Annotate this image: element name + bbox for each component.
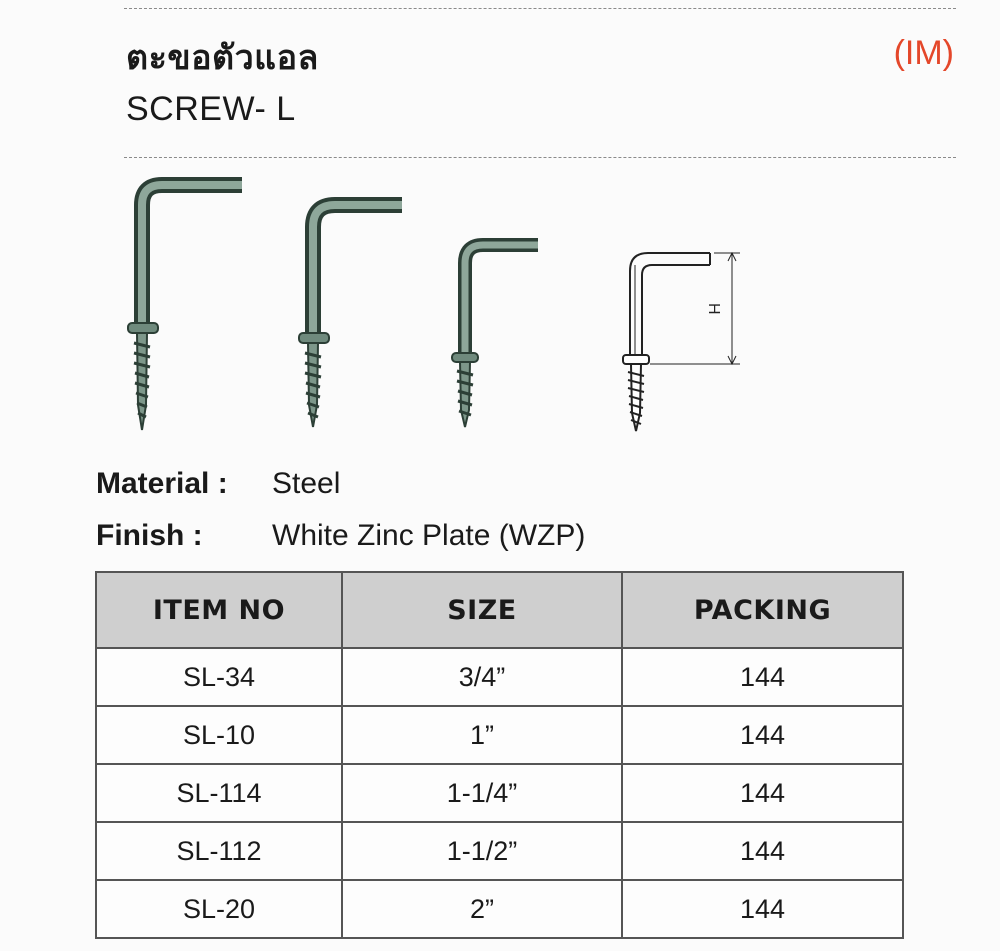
- size-cell: 1-1/4”: [342, 764, 622, 822]
- product-title-thai: ตะขอตัวแอล: [126, 38, 319, 78]
- header-size: SIZE: [342, 572, 622, 648]
- top-divider: [124, 8, 956, 9]
- hook-medium-photo: [299, 205, 402, 427]
- item-no-cell: SL-114: [96, 764, 342, 822]
- size-cell: 1-1/2”: [342, 822, 622, 880]
- item-no-cell: SL-20: [96, 880, 342, 938]
- hook-dimension-drawing: [623, 253, 740, 431]
- material-value: Steel: [272, 467, 341, 500]
- packing-cell: 144: [622, 764, 903, 822]
- hook-large-photo: [128, 185, 242, 430]
- packing-cell: 144: [622, 822, 903, 880]
- finish-value: White Zinc Plate (WZP): [272, 519, 586, 552]
- header-divider: [124, 157, 956, 158]
- finish-label: Finish :: [96, 519, 203, 552]
- item-no-cell: SL-10: [96, 706, 342, 764]
- header-packing: PACKING: [622, 572, 903, 648]
- item-no-cell: SL-112: [96, 822, 342, 880]
- packing-cell: 144: [622, 706, 903, 764]
- finish-row: [96, 519, 586, 553]
- brand-code: (IM): [893, 34, 954, 72]
- table-row: [96, 822, 903, 880]
- product-title-english: SCREW- L: [126, 90, 296, 128]
- packing-cell: 144: [622, 648, 903, 706]
- product-table: [95, 571, 904, 939]
- packing-cell: 144: [622, 880, 903, 938]
- header-item-no: ITEM NO: [96, 572, 342, 648]
- hook-small-photo: [452, 245, 538, 427]
- table-row: [96, 706, 903, 764]
- material-label: Material :: [96, 467, 228, 500]
- size-cell: 2”: [342, 880, 622, 938]
- table-row: [96, 764, 903, 822]
- material-row: [96, 467, 341, 501]
- table-row: [96, 648, 903, 706]
- table-row: [96, 880, 903, 938]
- size-cell: 1”: [342, 706, 622, 764]
- product-illustration: [110, 165, 900, 445]
- size-cell: 3/4”: [342, 648, 622, 706]
- item-no-cell: SL-34: [96, 648, 342, 706]
- dimension-label-h: H: [705, 303, 722, 315]
- table-header-row: [96, 572, 903, 648]
